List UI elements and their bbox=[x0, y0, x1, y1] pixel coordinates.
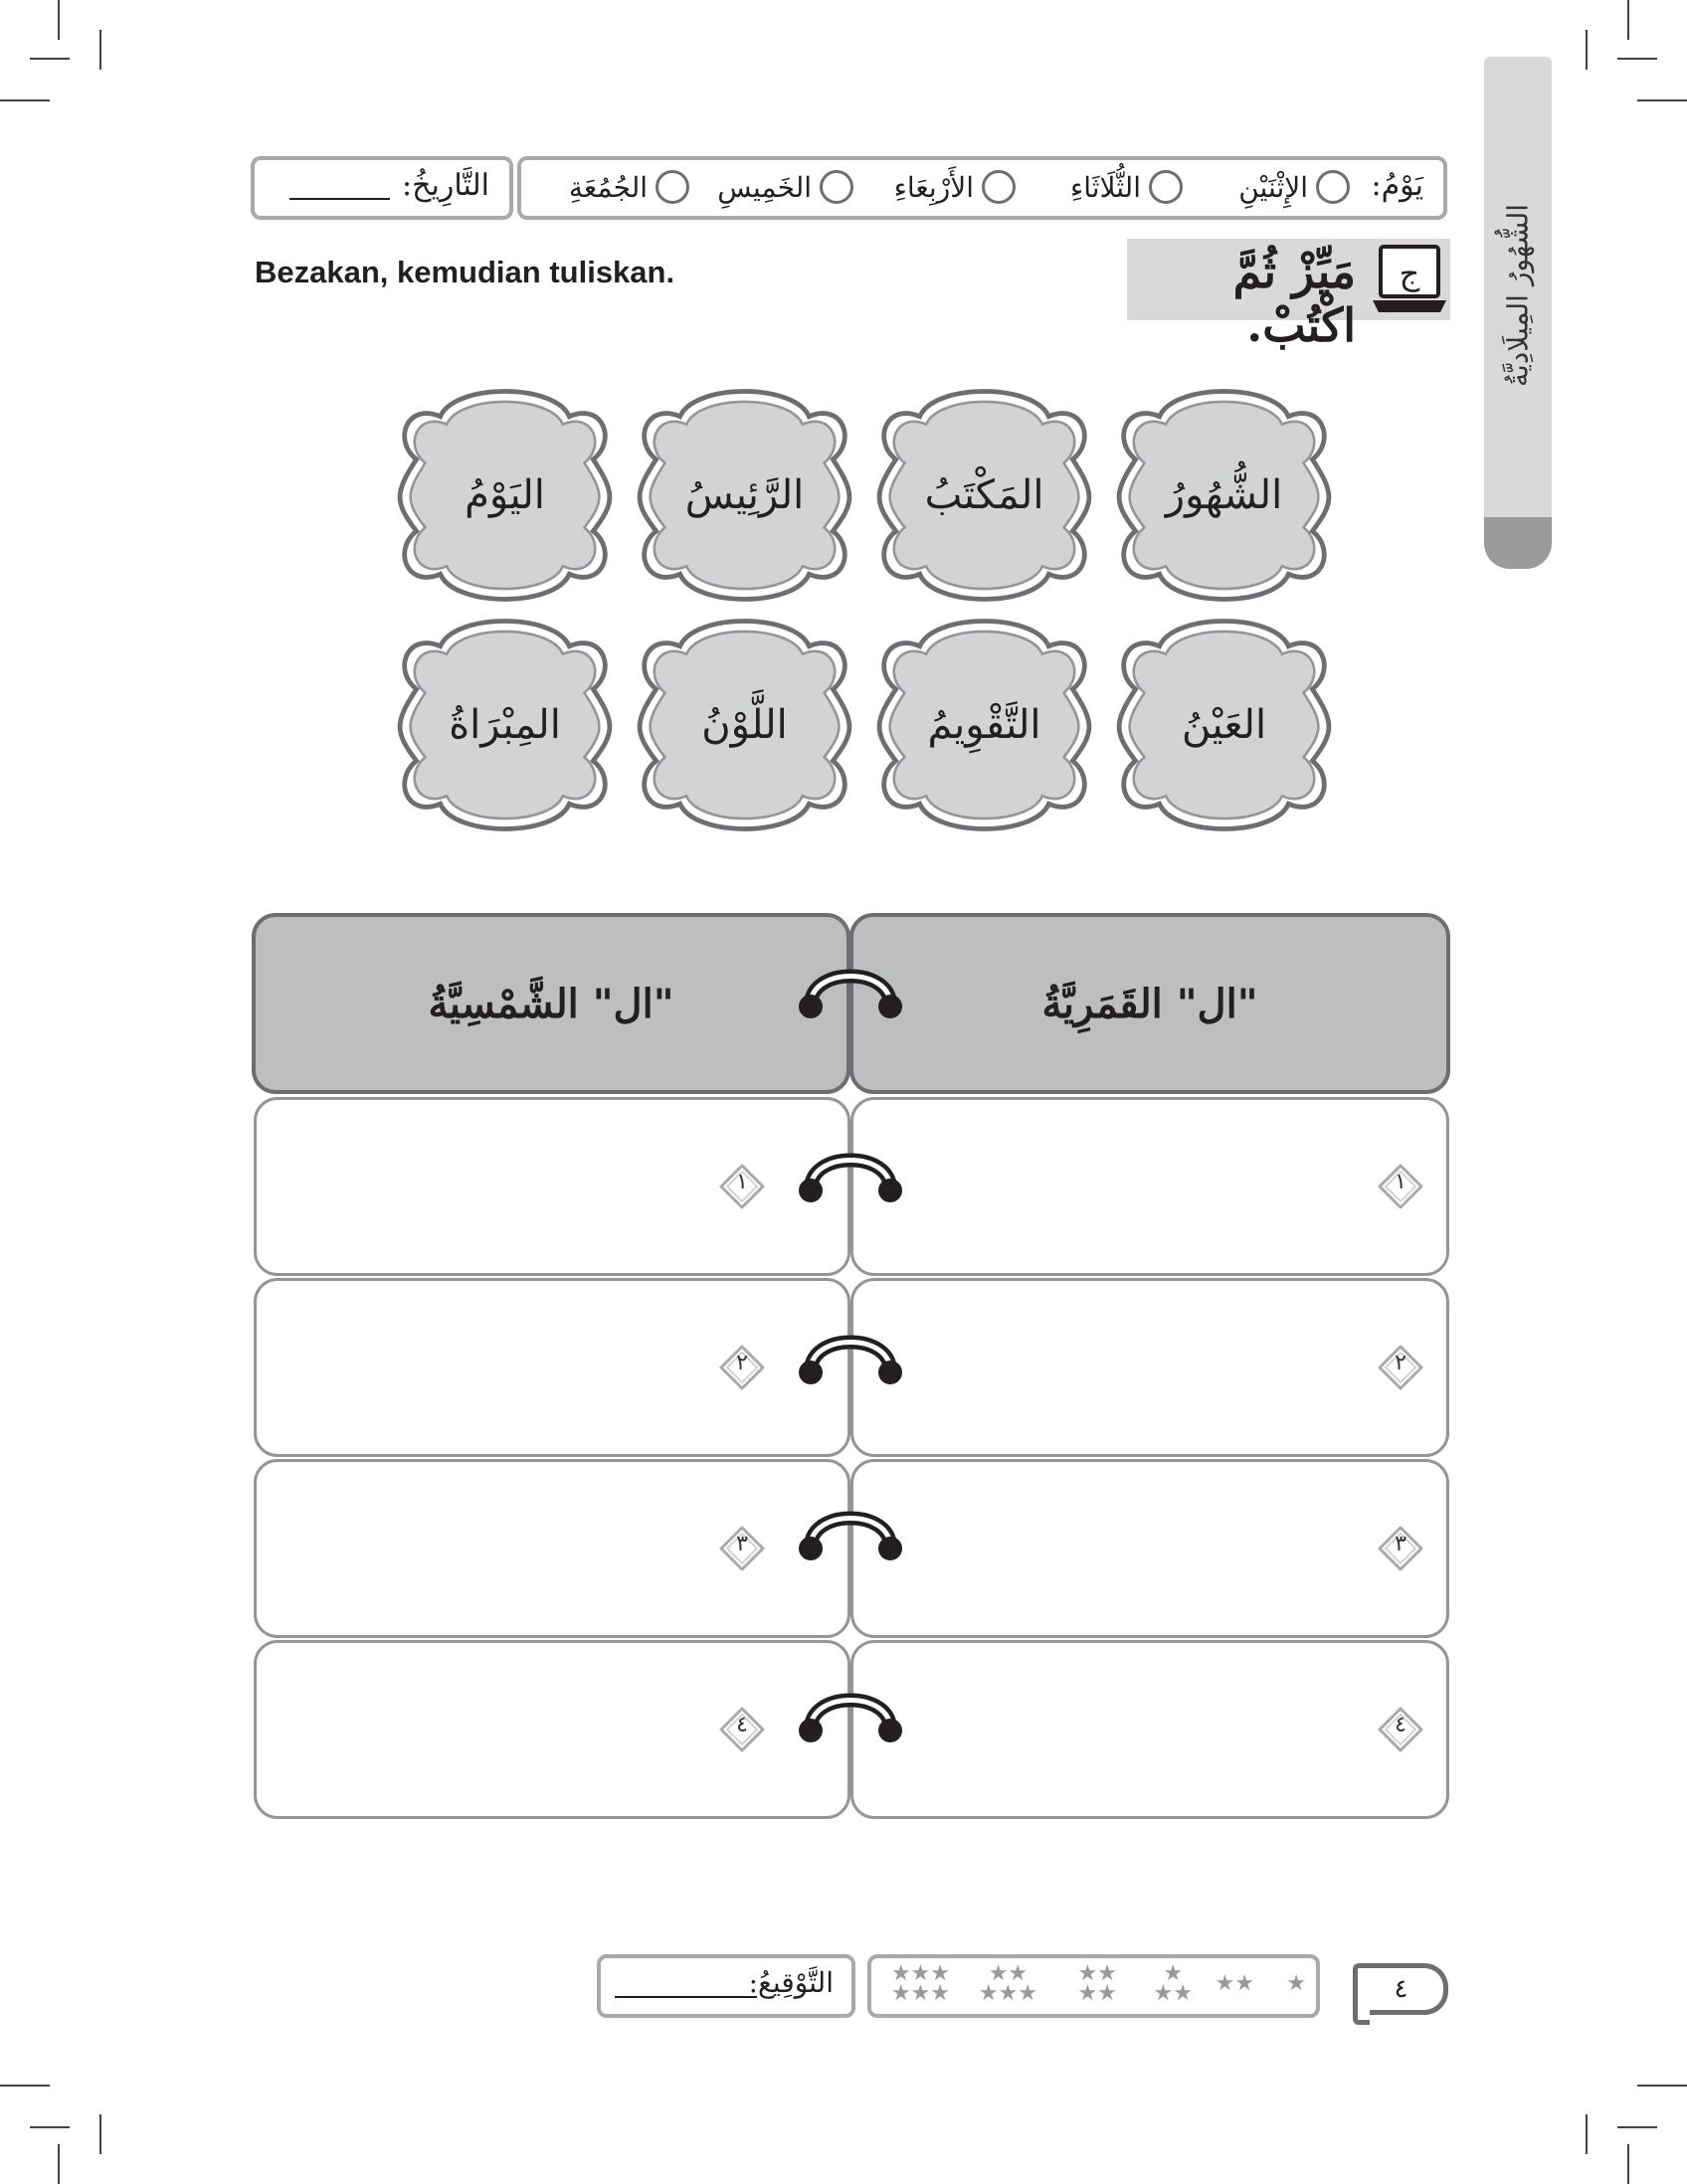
qamariyah-answer-cell[interactable] bbox=[850, 1640, 1449, 1819]
day-name: الخَمِيسِ bbox=[717, 170, 812, 204]
side-tab-accent bbox=[1484, 517, 1552, 569]
exercise-title-banner bbox=[1127, 239, 1450, 352]
day-checkbox[interactable] bbox=[1149, 170, 1183, 204]
row-number: ٣ bbox=[736, 1532, 748, 1556]
star-rating-option[interactable] bbox=[978, 1961, 1037, 2006]
word-text: التَّقْوِيمُ bbox=[927, 702, 1041, 748]
crop-mark bbox=[30, 58, 70, 60]
row-number-badge bbox=[717, 1524, 767, 1573]
word-card bbox=[393, 616, 617, 834]
row-number-badge bbox=[1376, 1705, 1425, 1754]
word-text: العَيْنُ bbox=[1181, 702, 1267, 748]
word-card bbox=[1112, 616, 1336, 834]
header-qamariyah-label: "ال" القَمَرِيَّةُ bbox=[1041, 980, 1258, 1027]
crop-mark bbox=[1627, 0, 1629, 40]
day-option-tuesday[interactable] bbox=[1070, 170, 1183, 204]
shamsiyah-answer-cell[interactable] bbox=[254, 1640, 850, 1819]
star-icon: ★ bbox=[1163, 1961, 1184, 1986]
shamsiyah-answer-cell[interactable] bbox=[254, 1459, 850, 1638]
crop-mark bbox=[1637, 2085, 1687, 2087]
crop-mark bbox=[58, 2144, 60, 2184]
qamariyah-answer-cell[interactable] bbox=[850, 1278, 1449, 1457]
row-number: ١ bbox=[1395, 1170, 1406, 1194]
row-number: ٣ bbox=[1395, 1532, 1406, 1556]
crop-mark bbox=[1617, 58, 1657, 60]
day-option-friday[interactable] bbox=[569, 170, 689, 204]
star-rating bbox=[867, 1954, 1320, 2018]
header-shamsiyah-label: "ال" الشَّمْسِيَّةُ bbox=[428, 980, 674, 1027]
row-number: ٢ bbox=[736, 1351, 748, 1375]
day-label: يَوْمُ: bbox=[1371, 168, 1423, 203]
star-rating-option[interactable] bbox=[1215, 1971, 1254, 1996]
day-name: الجُمُعَةِ bbox=[568, 170, 648, 204]
binder-ring-icon bbox=[795, 1331, 906, 1388]
crop-mark bbox=[1637, 99, 1687, 101]
date-write-line[interactable] bbox=[289, 198, 390, 200]
day-checkbox[interactable] bbox=[982, 170, 1016, 204]
star-rating-option[interactable] bbox=[890, 1961, 950, 2006]
word-text: الشُّهُورُ bbox=[1165, 472, 1283, 518]
signature-line[interactable] bbox=[615, 1996, 757, 1998]
binder-ring-icon bbox=[795, 1507, 906, 1564]
word-text: اليَوْمُ bbox=[465, 472, 545, 518]
star-icon: ★★★ bbox=[978, 1981, 1037, 2006]
day-checkbox[interactable] bbox=[820, 170, 853, 204]
star-icon: ★★★ bbox=[890, 1961, 950, 1986]
exercise-letter: ج bbox=[1399, 255, 1420, 292]
crop-mark bbox=[99, 2114, 101, 2154]
shamsiyah-answer-cell[interactable] bbox=[254, 1278, 850, 1457]
day-name: الإِثْنَيْنِ bbox=[1238, 170, 1308, 204]
row-number: ١ bbox=[736, 1170, 748, 1194]
word-card bbox=[872, 386, 1096, 605]
row-number-badge bbox=[1376, 1162, 1425, 1211]
day-option-thursday[interactable] bbox=[717, 170, 853, 204]
crop-mark bbox=[0, 99, 50, 101]
star-icon: ★★ bbox=[1077, 1961, 1117, 1986]
day-option-wednesday[interactable] bbox=[894, 170, 1016, 204]
star-icon: ★★ bbox=[1215, 1971, 1254, 1996]
word-text: المِبْرَاةُ bbox=[449, 702, 561, 748]
instruction-text: Bezakan, kemudian tuliskan. bbox=[255, 255, 675, 289]
binder-ring-icon bbox=[795, 965, 906, 1022]
crop-mark bbox=[1586, 30, 1588, 70]
word-card bbox=[633, 386, 856, 605]
binder-ring-icon bbox=[795, 1689, 906, 1746]
star-icon: ★★ bbox=[1077, 1981, 1117, 2006]
day-name: الأَرْبِعَاءِ bbox=[893, 170, 974, 204]
laptop-icon bbox=[1369, 239, 1450, 320]
date-label: التَّارِيخُ: bbox=[402, 168, 489, 203]
row-number-badge bbox=[717, 1162, 767, 1211]
exercise-title: مَيِّزْ ثُمَّ اكْتُبْ. bbox=[1232, 245, 1356, 352]
word-card bbox=[393, 386, 617, 605]
crop-mark bbox=[30, 2126, 70, 2128]
word-text: المَكْتَبُ bbox=[924, 472, 1044, 518]
day-name: الثُّلَاثَاءِ bbox=[1070, 170, 1141, 204]
header-shamsiyah bbox=[252, 913, 850, 1094]
row-number: ٤ bbox=[736, 1713, 748, 1737]
row-number-badge bbox=[717, 1343, 767, 1392]
date-field[interactable] bbox=[251, 156, 513, 220]
crop-mark bbox=[58, 0, 60, 40]
star-icon: ★★ bbox=[1153, 1981, 1193, 2006]
word-card bbox=[633, 616, 856, 834]
crop-mark bbox=[1586, 2114, 1588, 2154]
chapter-side-tab bbox=[1484, 57, 1552, 569]
star-rating-option[interactable] bbox=[1286, 1971, 1306, 1996]
binder-ring-icon bbox=[795, 1149, 906, 1206]
crop-mark bbox=[1627, 2144, 1629, 2184]
day-checkbox[interactable] bbox=[1316, 170, 1350, 204]
row-number: ٤ bbox=[1395, 1713, 1406, 1737]
crop-mark bbox=[1617, 2126, 1657, 2128]
crop-mark bbox=[0, 2085, 50, 2087]
day-selector bbox=[517, 156, 1447, 220]
star-icon: ★ bbox=[1286, 1971, 1306, 1996]
signature-label: التَّوْقِيعُ: bbox=[748, 1966, 834, 1999]
qamariyah-answer-cell[interactable] bbox=[850, 1459, 1449, 1638]
star-rating-option[interactable] bbox=[1077, 1961, 1117, 2006]
day-checkbox[interactable] bbox=[656, 170, 689, 204]
crop-mark bbox=[99, 30, 101, 70]
day-option-monday[interactable] bbox=[1238, 170, 1350, 204]
word-text: اللَّوْنُ bbox=[701, 702, 788, 748]
page-number-tab bbox=[1359, 1963, 1448, 2015]
row-number: ٢ bbox=[1395, 1351, 1406, 1375]
star-rating-option[interactable] bbox=[1153, 1961, 1193, 2006]
star-icon: ★★★ bbox=[890, 1981, 950, 2006]
star-icon: ★★ bbox=[988, 1961, 1029, 1986]
word-card bbox=[872, 616, 1096, 834]
header-qamariyah bbox=[849, 913, 1450, 1094]
word-card bbox=[1112, 386, 1336, 605]
row-number-badge bbox=[1376, 1524, 1425, 1573]
row-number-badge bbox=[717, 1705, 767, 1754]
row-number-badge bbox=[1376, 1343, 1425, 1392]
page-number: ٤ bbox=[1394, 1974, 1408, 2004]
qamariyah-answer-cell[interactable] bbox=[850, 1097, 1449, 1276]
word-text: الرَّئِيسُ bbox=[684, 472, 805, 518]
signature-field[interactable] bbox=[597, 1954, 855, 2018]
chapter-title: الشُّهُورُ المِيلَادِيَّةُ bbox=[1501, 203, 1535, 387]
shamsiyah-answer-cell[interactable] bbox=[254, 1097, 850, 1276]
